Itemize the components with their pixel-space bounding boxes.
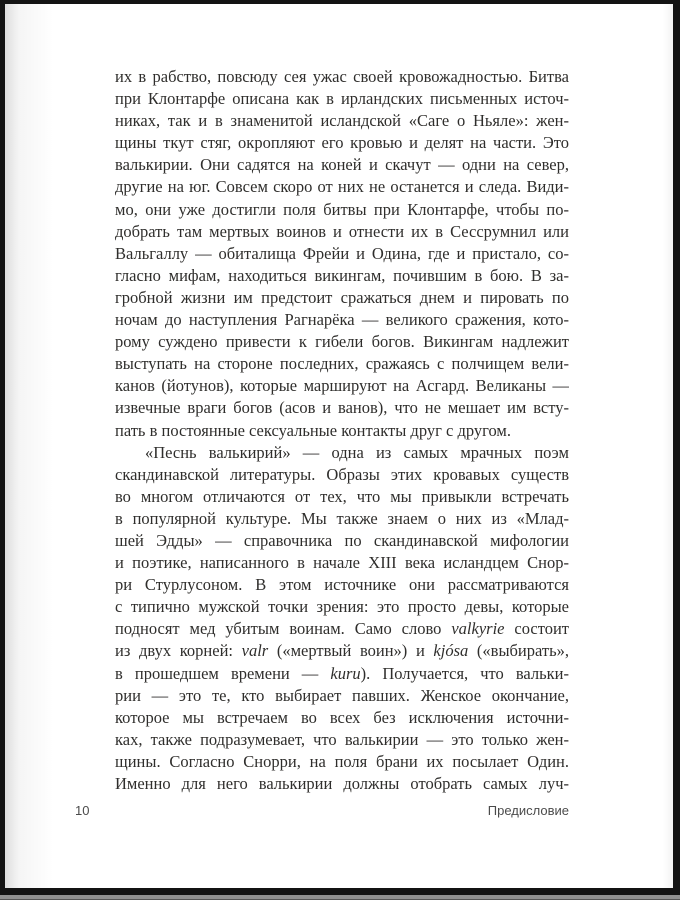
text-line: во многом отличаются от тех, что мы привыкли встречать bbox=[115, 486, 569, 506]
text-line: добрать там мертвых воинов и отнести их в Сессрумнил или bbox=[115, 221, 569, 241]
text-segment: ). Получается, что вальки- bbox=[360, 663, 569, 683]
page-number: 10 bbox=[75, 803, 90, 818]
text-line: «Песнь валькирий» — одна из самых мрачных поэм bbox=[145, 442, 569, 462]
text-line: их в рабство, повсюду сея ужас своей кровожадностью. Битва bbox=[115, 67, 569, 86]
section-title: Предисловие bbox=[487, 803, 569, 818]
text-line bbox=[115, 663, 569, 685]
text-line bbox=[115, 618, 569, 640]
text-line: рому суждено привести к гибели богов. Викингам надлежит bbox=[115, 332, 569, 352]
paragraph bbox=[115, 66, 569, 442]
text-line: выступать на стороне последних, сражаясь с полчищем вели- bbox=[115, 354, 569, 374]
text-line: скандинавской литературы. Образы этих кровавых существ bbox=[115, 464, 569, 484]
body-text bbox=[115, 66, 569, 795]
text-line: гробной жизни им предстоит сражаться днем и пировать по bbox=[115, 287, 569, 307]
italic-term: valr bbox=[241, 641, 269, 661]
italic-term: kjósa bbox=[433, 641, 469, 661]
page-footer bbox=[75, 803, 569, 818]
text-segment: («выбирать», bbox=[468, 641, 569, 661]
text-line: ри Стурлусоном. В этом источнике они рассматриваются bbox=[115, 575, 569, 595]
text-line: щины ткут стяг, окропляют его кровью и делят на части. Это bbox=[115, 133, 569, 153]
text-line: мо, они уже достигли поля битвы при Клонтарфе, чтобы по- bbox=[115, 199, 569, 219]
italic-term: kuru bbox=[330, 663, 361, 683]
text-line: в популярной культуре. Мы также знаем о них из «Млад- bbox=[115, 508, 569, 528]
page-curl-shading bbox=[5, 4, 53, 888]
book-page bbox=[5, 4, 673, 888]
text-line: гласно мифам, находиться викингам, почившим в бою. В за- bbox=[115, 265, 569, 285]
text-line: щины. Согласно Снорри, на поля брани их посылает Один. bbox=[115, 751, 569, 771]
text-segment: подносят мед убитым воинам. Само слово bbox=[115, 619, 452, 639]
paragraph bbox=[115, 442, 569, 796]
text-line: Именно для него валькирии должны отобрать самых луч- bbox=[115, 774, 569, 793]
text-line: рии — это те, кто выбирает павших. Женское окончание, bbox=[115, 685, 569, 705]
text-line: извечные враги богов (асов и ванов), что не мешает им всту- bbox=[115, 398, 569, 418]
text-line: никах, так и в знаменитой исландской «Саге о Ньяле»: жен- bbox=[115, 111, 569, 131]
text-line: пать в постоянные сексуальные контакты друг с другом. bbox=[115, 420, 511, 440]
text-segment: («мертвый воин») и bbox=[268, 641, 434, 661]
text-line: ках, также подразумевает, что валькирии — это только жен- bbox=[115, 729, 569, 749]
page-right-shading bbox=[663, 4, 673, 888]
text-segment: состоит bbox=[504, 619, 569, 639]
text-line: и поэтике, написанного в начале XIII века исландцем Снор- bbox=[115, 553, 569, 573]
text-segment: в прошедшем времени — bbox=[115, 663, 331, 683]
text-line: другие на юг. Совсем скоро от них не останется и следа. Види- bbox=[115, 177, 569, 197]
text-line: Вальгаллу — обиталища Фрейи и Одина, где и пристало, со- bbox=[115, 243, 569, 263]
text-line: канов (йотунов), которые маршируют на Асгард. Великаны — bbox=[115, 376, 569, 396]
text-line: шей Эдды» — справочника по скандинавской мифологии bbox=[115, 530, 569, 550]
text-line: валькирии. Они садятся на коней и скачут — одни на север, bbox=[115, 155, 569, 175]
italic-term: valkyrie bbox=[451, 619, 505, 639]
text-line: при Клонтарфе описана как в ирландских письменных источ- bbox=[115, 89, 569, 109]
text-line: ночам до наступления Рагнарёка — великого сражения, кото- bbox=[115, 310, 569, 330]
text-line: которое мы встречаем во всех без исключения источни- bbox=[115, 707, 569, 727]
text-line: с типично мужской точки зрения: это просто девы, которые bbox=[115, 597, 569, 617]
text-segment: из двух корней: bbox=[115, 641, 242, 661]
text-line bbox=[115, 640, 569, 662]
